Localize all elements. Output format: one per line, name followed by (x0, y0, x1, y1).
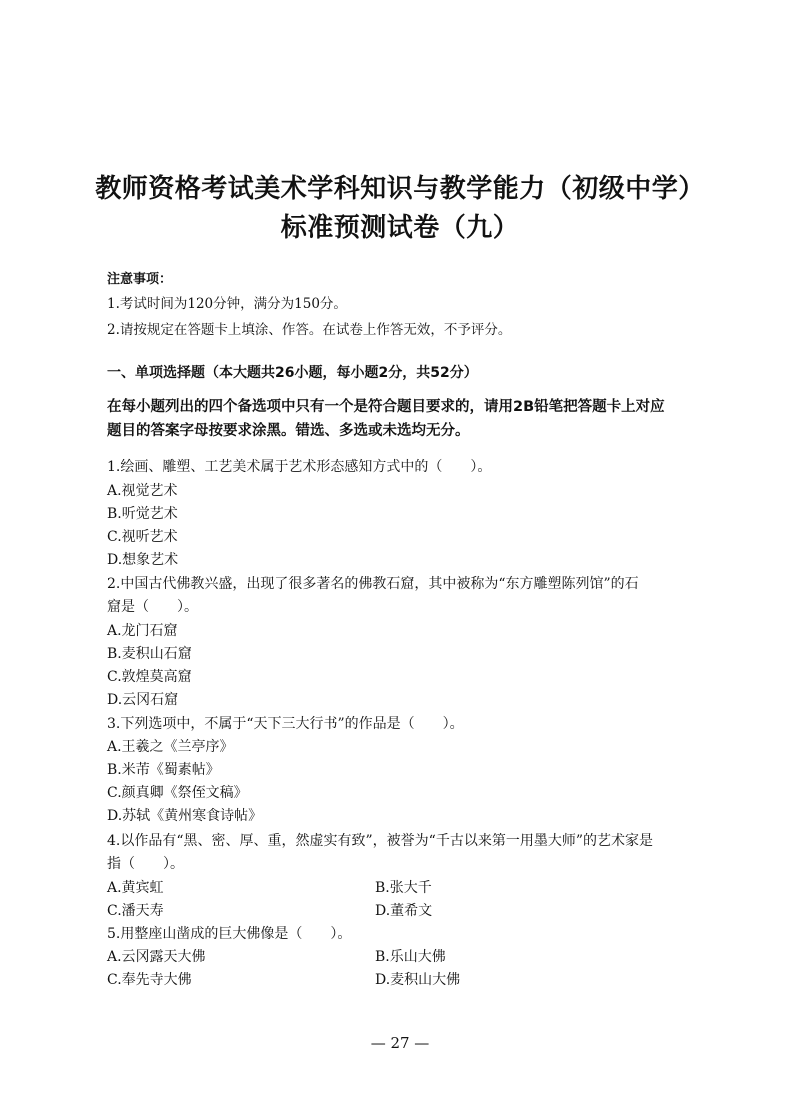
instruction-line: 题目的答案字母按要求涂黑。错选、多选或未选均无分。 (107, 423, 470, 439)
question-option: B.乐山大佛 (375, 949, 446, 965)
question-option: A.视觉艺术 (107, 483, 178, 499)
question-stem: 3.下列选项中，不属于“天下三大行书”的作品是（ ）。 (107, 716, 464, 732)
question-option: D.麦积山大佛 (375, 972, 461, 988)
question-option: C.奉先寺大佛 (107, 972, 192, 988)
exam-title-line2: 标准预测试卷（九） (280, 213, 520, 243)
question-option: C.敦煌莫高窟 (107, 669, 192, 685)
question-option: D.苏轼《黄州寒食诗帖》 (107, 808, 263, 824)
notice-item: 2.请按规定在答题卡上填涂、作答。在试卷上作答无效，不予评分。 (107, 322, 512, 338)
question-option: B.张大千 (375, 880, 432, 896)
question-option: D.董希文 (375, 903, 433, 919)
question-option: D.想象艺术 (107, 552, 179, 568)
question-option: C.颜真卿《祭侄文稿》 (107, 785, 248, 801)
question-option: B.麦积山石窟 (107, 646, 192, 662)
question-option: A.黄宾虹 (107, 880, 164, 896)
question-option: A.王羲之《兰亭序》 (107, 739, 234, 755)
question-option: B.听觉艺术 (107, 506, 178, 522)
question-stem: 1.绘画、雕塑、工艺美术属于艺术形态感知方式中的（ ）。 (107, 459, 492, 475)
question-stem: 2.中国古代佛教兴盛，出现了很多著名的佛教石窟，其中被称为“东方雕塑陈列馆”的石 (107, 576, 639, 592)
question-stem: 5.用整座山凿成的巨大佛像是（ ）。 (107, 926, 352, 942)
section-instruction (107, 395, 697, 443)
question-option: D.云冈石窟 (107, 692, 179, 708)
question-option: A.龙门石窟 (107, 623, 178, 639)
exam-title-line1: 教师资格考试美术学科知识与教学能力（初级中学） (95, 174, 705, 204)
notice-item: 1.考试时间为120分钟，满分为150分。 (107, 296, 347, 312)
question-stem-cont: 指（ ）。 (107, 856, 184, 872)
question-option: B.米芾《蜀素帖》 (107, 762, 220, 778)
question-option: A.云冈露天大佛 (107, 949, 206, 965)
notice-heading: 注意事项： (107, 272, 173, 287)
section-heading: 一、单项选择题（本大题共26小题，每小题2分，共52分） (107, 365, 478, 381)
instruction-line: 在每小题列出的四个备选项中只有一个是符合题目要求的，请用2B铅笔把答题卡上对应 (107, 399, 665, 415)
question-stem-cont: 窟是（ ）。 (107, 599, 198, 615)
page-number: — 27 — (370, 1034, 430, 1052)
question-option: C.视听艺术 (107, 529, 178, 545)
question-stem: 4.以作品有“黑、密、厚、重，然虚实有致”，被誉为“千古以来第一用墨大师”的艺术家是 (107, 833, 653, 849)
question-option: C.潘天寿 (107, 903, 164, 919)
